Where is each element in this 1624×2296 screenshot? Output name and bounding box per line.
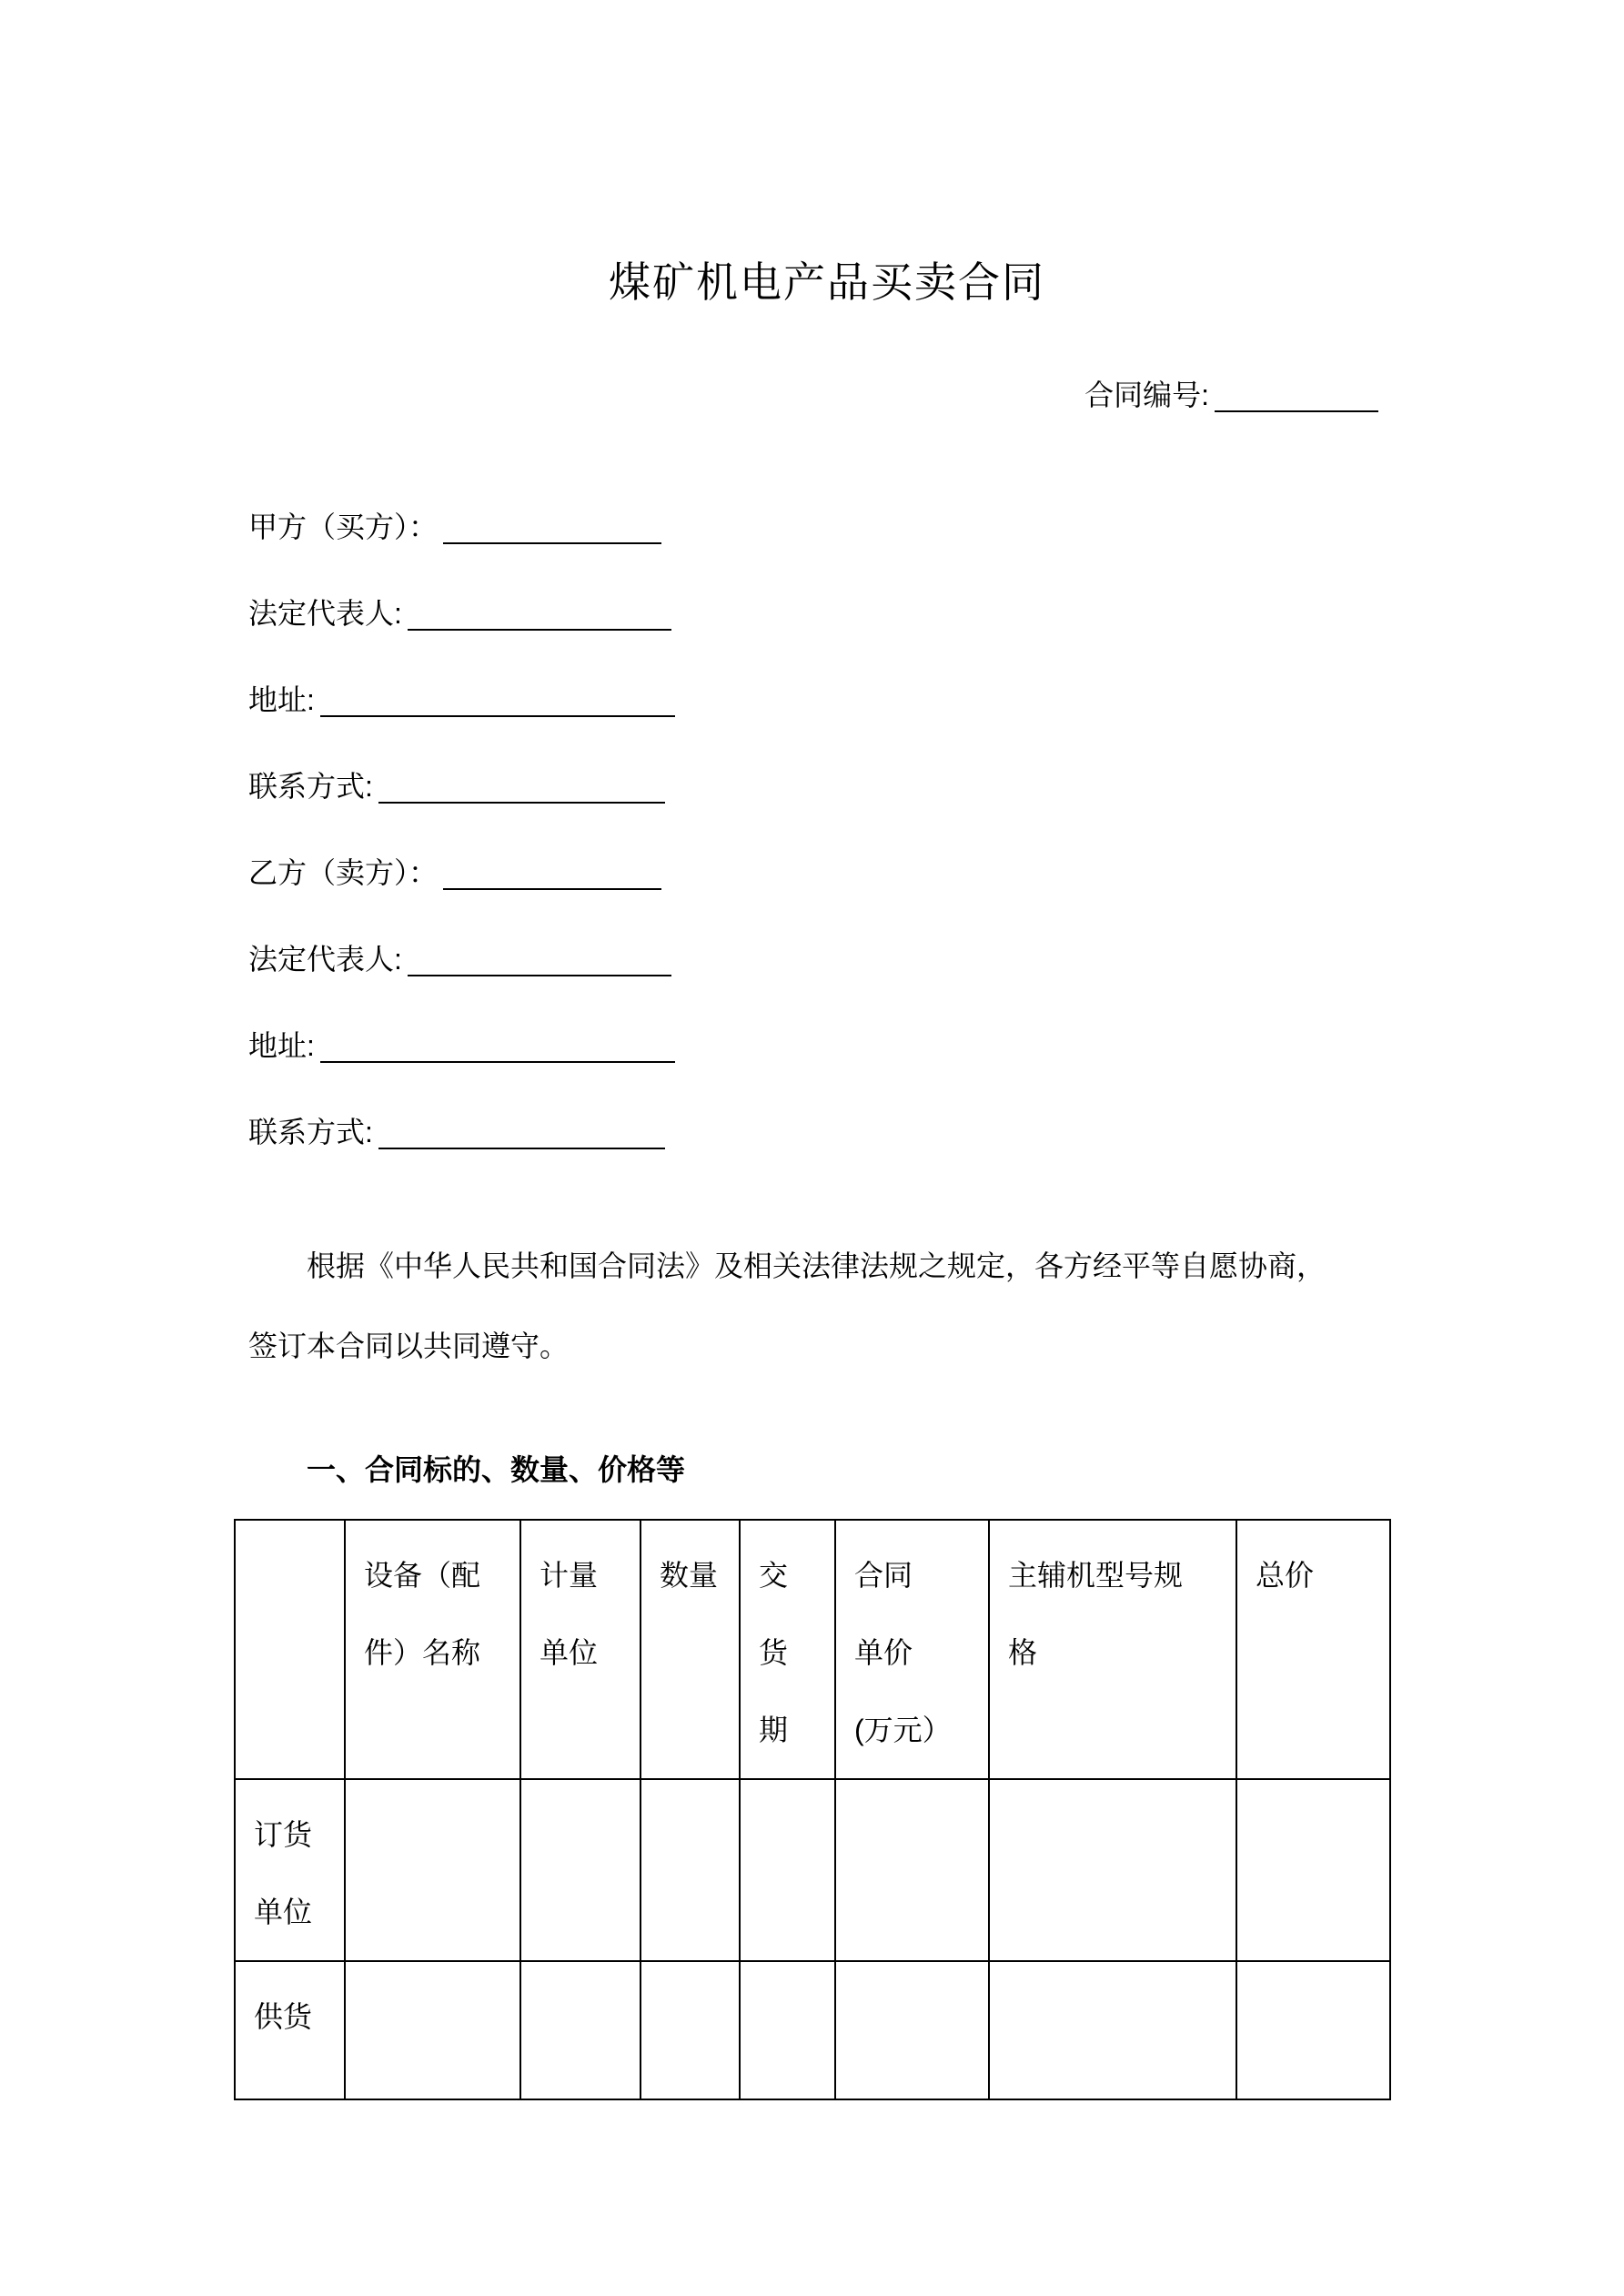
table-cell xyxy=(835,1779,989,1961)
field-label: 地址: xyxy=(248,1029,315,1063)
field-label: 甲方（买方）： xyxy=(248,511,439,544)
table-cell xyxy=(520,1961,641,2099)
field-row-seller-contact xyxy=(248,1089,1406,1176)
header-cell-delivery-date: 交货期 xyxy=(740,1520,835,1779)
document-title: 煤矿机电产品买卖合同 xyxy=(609,258,1045,306)
blank-line xyxy=(320,683,675,717)
row-label-cell: 订货单位 xyxy=(235,1779,345,1961)
table-cell xyxy=(641,1961,740,2099)
table-cell xyxy=(989,1779,1236,1961)
header-cell-total-price: 总价 xyxy=(1236,1520,1390,1779)
table-cell xyxy=(740,1779,835,1961)
table-cell xyxy=(1236,1961,1390,2099)
header-cell-unit: 计量单位 xyxy=(520,1520,641,1779)
field-row-seller xyxy=(248,830,1406,916)
field-label: 地址: xyxy=(248,683,315,717)
table-cell xyxy=(835,1961,989,2099)
field-label: 乙方（卖方）： xyxy=(248,856,439,890)
blank-line xyxy=(443,855,661,890)
table-cell xyxy=(989,1961,1236,2099)
table-row-supplying-unit xyxy=(235,1961,1390,2099)
blank-line xyxy=(320,1028,675,1063)
table-cell xyxy=(520,1779,641,1961)
table-row-ordering-unit xyxy=(235,1779,1390,1961)
section-1-heading: 一、合同标的、数量、价格等 xyxy=(307,1453,686,1487)
contract-number-label: 合同编号: xyxy=(1084,379,1209,412)
header-cell-unit-price: 合同单价 (万元） xyxy=(835,1520,989,1779)
blank-line xyxy=(378,1115,665,1149)
blank-line xyxy=(408,596,671,631)
blank-line xyxy=(443,510,661,544)
field-row-seller-address xyxy=(248,1003,1406,1089)
table-cell xyxy=(641,1779,740,1961)
field-row-buyer xyxy=(248,484,1406,571)
table-header-row xyxy=(235,1520,1390,1779)
header-cell-model-spec: 主辅机型号规格 xyxy=(989,1520,1236,1779)
header-cell-equipment-name: 设备（配件）名称 xyxy=(345,1520,520,1779)
goods-table xyxy=(234,1519,1391,2100)
contract-number-blank-line xyxy=(1215,378,1378,412)
contract-number-row xyxy=(248,375,1406,416)
field-row-seller-legal-rep xyxy=(248,916,1406,1003)
blank-line xyxy=(378,769,665,804)
table-cell xyxy=(740,1961,835,2099)
field-label: 联系方式: xyxy=(248,770,373,804)
field-label: 法定代表人: xyxy=(248,943,402,976)
field-label: 联系方式: xyxy=(248,1116,373,1149)
row-label-cell: 供货 xyxy=(235,1961,345,2099)
field-row-buyer-contact xyxy=(248,743,1406,830)
header-cell-quantity: 数量 xyxy=(641,1520,740,1779)
table-cell xyxy=(1236,1779,1390,1961)
field-row-buyer-legal-rep xyxy=(248,571,1406,657)
party-fields xyxy=(248,484,1406,1176)
blank-line xyxy=(408,942,671,976)
table-cell xyxy=(345,1779,520,1961)
intro-paragraph: 根据《中华人民共和国合同法》及相关法律法规之规定，各方经平等自愿协商，签订本合同以共同遵守。 xyxy=(248,1249,1326,1363)
table-cell xyxy=(345,1961,520,2099)
field-label: 法定代表人: xyxy=(248,597,402,631)
field-row-buyer-address xyxy=(248,657,1406,743)
header-cell-empty xyxy=(235,1520,345,1779)
